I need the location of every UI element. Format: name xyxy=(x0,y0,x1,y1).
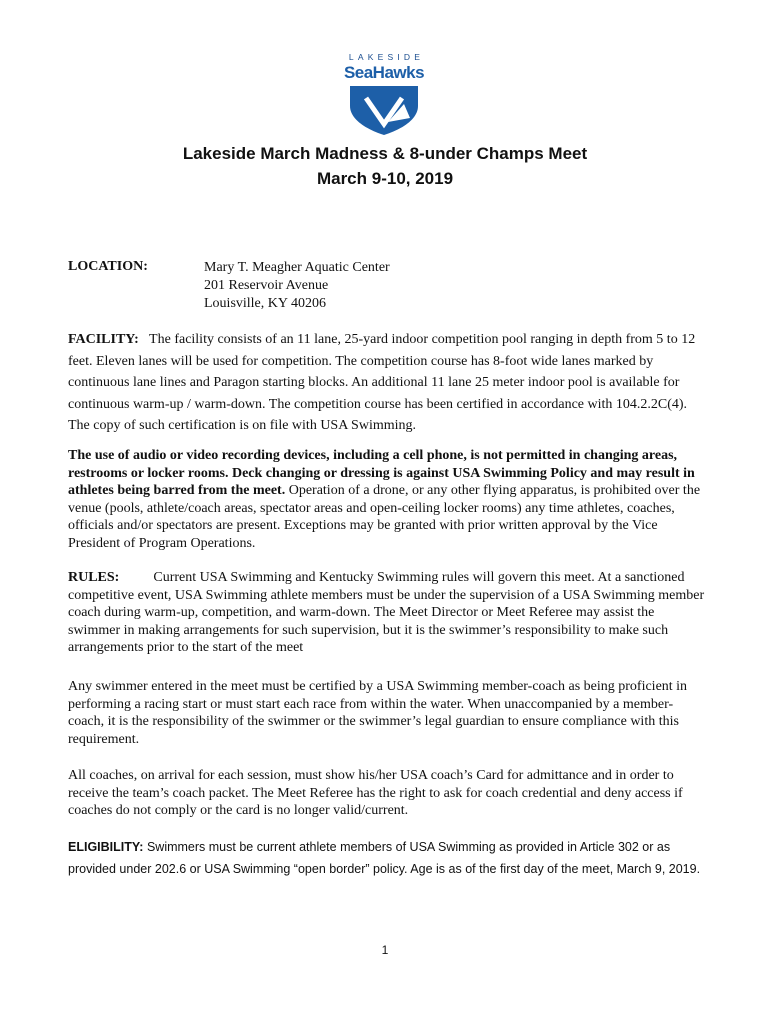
recording-policy-section xyxy=(68,447,708,552)
location-line: 201 Reservoir Avenue xyxy=(204,278,329,293)
rules-text: Current USA Swimming and Kentucky Swimming rules will govern this meet. At a sanctioned competitive event, USA Swimming athlete members must be under the supervision of a USA Swimming member coach during warm-up, competition, and warm-down. The Meet Director or Meet Referee may assist the swimmer in making arrangements for such supervision, but it is the swimmer’s responsibility to make such arrangements prior to the start of the meet xyxy=(68,570,705,655)
eligibility-text: Swimmers must be current athlete members of USA Swimming as provided in Article 302 or as provided under 202.6 or USA Swimming “open border” policy. Age is as of the first day of the meet, March 9, 2019. xyxy=(68,840,701,876)
eligibility-section xyxy=(68,836,708,880)
logo-top-text: LAKESIDE xyxy=(348,52,425,62)
location-label: LOCATION: xyxy=(68,259,148,274)
recording-policy-bold: The use of audio or video recording devices, including a cell phone, is not permitted in changing areas, restrooms or locker rooms. Deck changing or dressing is against USA Swimming Policy and may result in athletes being barred from the meet. xyxy=(68,448,695,498)
facility-label: FACILITY: xyxy=(68,332,139,347)
logo-brand-text: SeaHawks xyxy=(343,63,425,82)
location-line: Mary T. Meagher Aquatic Center xyxy=(204,260,390,275)
shield-emblem-icon xyxy=(348,84,420,136)
location-address xyxy=(204,259,390,313)
meet-dates: March 9-10, 2019 xyxy=(316,169,454,188)
swimmer-certification-paragraph: Any swimmer entered in the meet must be certified by a USA Swimming member-coach as being proficient in performing a racing start or must start each race from within the water. When unaccompanied by a member-coach, it is the responsibility of the swimmer or the swimmer’s legal guardian to ensure compliance with this requirement. xyxy=(68,679,688,747)
location-line: Louisville, KY 40206 xyxy=(204,296,326,311)
recording-policy-text: Operation of a drone, or any other flying apparatus, is prohibited over the venue (pools, athlete/coach areas, spectator areas and open-ceiling locker rooms) any time athletes, coaches, officials and/or spectators are present. Exceptions may be granted with prior written approval by the Vice President of Program Operations. xyxy=(68,483,701,551)
facility-section xyxy=(68,329,708,437)
eligibility-label: ELIGIBILITY: xyxy=(68,840,144,854)
page-number: 1 xyxy=(381,943,389,957)
facility-text: The facility consists of an 11 lane, 25-yard indoor competition pool ranging in depth from 5 to 12 feet. Eleven lanes will be used for competition. The competition course has 8-foot wide lanes marked by continuous lane lines and Paragon starting blocks. An additional 11 lane 25 meter indoor pool is available for continuous warm-up / warm-down. The competition course has been certified in accordance with 104.2.2C(4). The copy of such certification is on file with USA Swimming. xyxy=(68,332,696,433)
rules-label: RULES: xyxy=(68,570,120,585)
meet-title: Lakeside March Madness & 8-under Champs Meet xyxy=(182,144,588,163)
rules-section xyxy=(68,569,708,657)
coaches-paragraph: All coaches, on arrival for each session, must show his/her USA coach’s Card for admittance and in order to receive the team’s coach packet. The Meet Referee has the right to ask for coach credential and deny access if coaches do not comply or the card is no longer valid/current. xyxy=(68,768,683,818)
lakeside-seahawks-logo xyxy=(336,52,432,136)
